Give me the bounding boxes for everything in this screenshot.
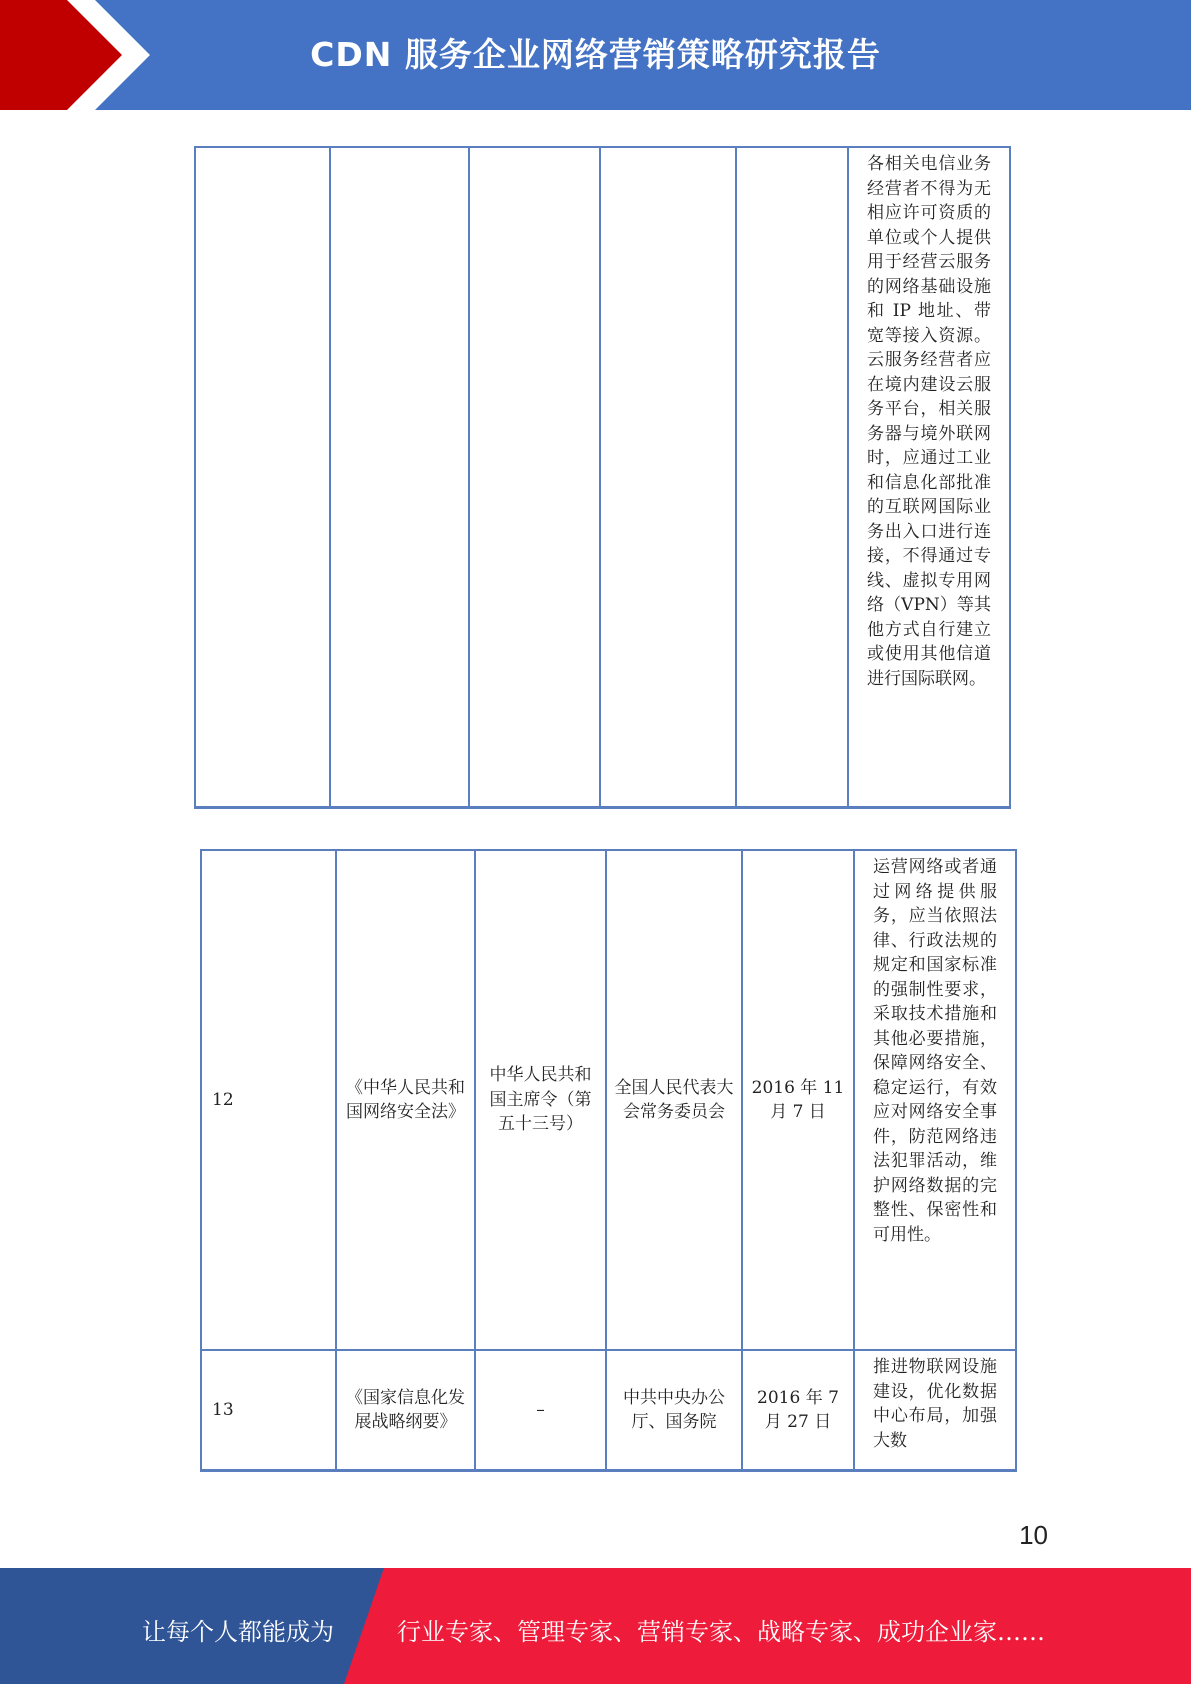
regulation-content: 推进物联网设施建设，优化数据中心布局，加强大数: [854, 1350, 1016, 1471]
document-title: CDN 服务企业网络营销策略研究报告: [310, 35, 881, 74]
row-number: 13: [201, 1350, 336, 1471]
empty-cell: [469, 147, 600, 808]
regulation-name: 《中华人民共和国网络安全法》: [336, 850, 475, 1350]
empty-cell: [736, 147, 848, 808]
regulation-table: [200, 849, 1017, 1472]
table-row: [201, 1350, 1016, 1471]
regulation-table-continued: [194, 146, 1011, 809]
empty-cell: [195, 147, 330, 808]
content-cell: 各相关电信业务经营者不得为无相应许可资质的单位或个人提供用于经营云服务的网络基础设施和 IP 地址、带宽等接入资源。云服务经营者应在境内建设云服务平台，相关服务器与境外联网时，应通过工业和信息化部批准的互联网国际业务出入口进行连接，不得通过专线、虚拟专用网络（VPN）等其他方式自行建立或使用其他信道进行国际联网。: [848, 147, 1010, 808]
issuing-authority: 全国人民代表大会常务委员会: [606, 850, 742, 1350]
issuing-authority: 中共中央办公厅、国务院: [606, 1350, 742, 1471]
issue-date: 2016 年 11 月 7 日: [742, 850, 854, 1350]
table-row: [195, 147, 1010, 808]
table-row: [201, 850, 1016, 1350]
empty-cell: [330, 147, 469, 808]
footer-slogan-right: 行业专家、管理专家、营销专家、战略专家、成功企业家……: [397, 1618, 1045, 1646]
page-header: [0, 0, 1191, 110]
page-number: 10: [1019, 1520, 1048, 1550]
empty-cell: [600, 147, 736, 808]
regulation-name: 《国家信息化发展战略纲要》: [336, 1350, 475, 1471]
regulation-content: 运营网络或者通过网络提供服务，应当依照法律、行政法规的规定和国家标准的强制性要求，采取技术措施和其他必要措施，保障网络安全、稳定运行，有效应对网络安全事件，防范网络违法犯罪活动，维护网络数据的完整性、保密性和可用性。: [854, 850, 1016, 1350]
document-number: –: [475, 1350, 606, 1471]
row-number: 12: [201, 850, 336, 1350]
document-number: 中华人民共和国主席令（第五十三号）: [475, 850, 606, 1350]
issue-date: 2016 年 7 月 27 日: [742, 1350, 854, 1471]
footer-slogan-left: 让每个人都能成为: [142, 1618, 334, 1646]
